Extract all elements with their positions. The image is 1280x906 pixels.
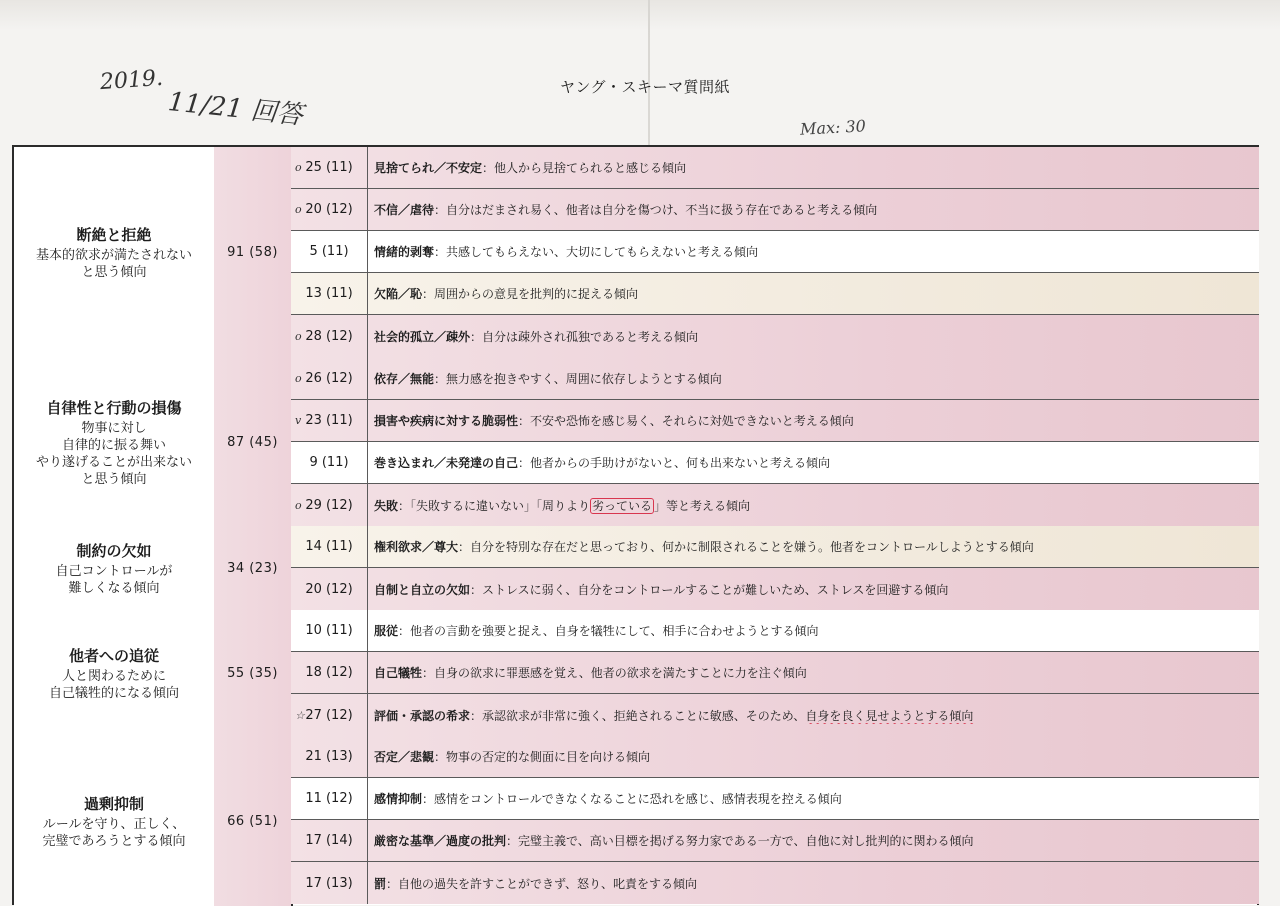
item-score [291, 862, 368, 904]
underlined-annotation: 自身を良く見せようとする傾向 [805, 708, 974, 723]
category-description: ルールを守り、正しく、 完璧であろうとする傾向 [42, 816, 186, 849]
schema-name: 欠陥／恥 [374, 287, 423, 301]
item-score [291, 315, 368, 358]
item-score-value: 20 (12) [305, 202, 353, 217]
item-score-value: 28 (12) [305, 329, 353, 344]
schema-text: ：他人から見捨てられると感じる傾向 [482, 161, 687, 175]
schema-name: 罰 [374, 876, 387, 891]
handwritten-mark: o [295, 161, 302, 174]
item-description [368, 664, 1259, 681]
item-description [368, 201, 1259, 218]
schema-item-row [291, 315, 1259, 358]
item-score [291, 147, 368, 188]
schema-name: 社会的孤立／疎外 [374, 330, 471, 344]
schema-item-row [291, 862, 1259, 904]
schema-text: ：承認欲求が非常に強く、拒絶されることに敏感、そのため、 [470, 708, 806, 723]
schema-text: ：周囲からの意見を批判的に捉える傾向 [422, 287, 639, 301]
schema-item-row [291, 189, 1259, 231]
handwritten-answer-note: 11/21 回答 [166, 87, 305, 131]
item-score [291, 189, 368, 230]
item-description [368, 159, 1259, 176]
schema-name: 自己犠牲 [374, 666, 423, 680]
schema-name: 権利欲求／尊大 [374, 540, 459, 554]
item-description [368, 707, 1259, 724]
schema-name: 評価・承認の希求 [374, 708, 471, 723]
item-score [291, 778, 368, 819]
schema-text: ：物事の否定的な側面に目を向ける傾向 [434, 750, 651, 764]
category-description: 人と関わるために 自己犠牲的になる傾向 [48, 668, 179, 701]
schema-name: 巻き込まれ／未発達の自己 [374, 456, 519, 470]
item-score [291, 610, 368, 651]
item-score-value: 5 (11) [309, 244, 349, 259]
category-total-score: 91 (58) [214, 147, 293, 358]
item-score-value: 26 (12) [305, 371, 353, 386]
handwritten-mark: o [295, 330, 302, 343]
schema-item-row [291, 820, 1259, 862]
item-description [368, 370, 1259, 387]
schema-text: ：自分はだまされ易く、他者は自分を傷つけ、不当に扱う存在であると考える傾向 [434, 203, 878, 217]
category-total-score: 87 (45) [214, 358, 293, 526]
schema-item-row [291, 526, 1259, 568]
schema-text-end: 」等と考える傾向 [654, 498, 751, 513]
schema-name: 否定／悲観 [374, 750, 435, 764]
schema-group [14, 147, 1259, 360]
item-description [368, 538, 1259, 555]
item-score [291, 358, 368, 399]
schema-text: ：感情をコントロールできなくなることに恐れを感じ、感情表現を控える傾向 [422, 792, 842, 806]
schema-item-row [291, 652, 1259, 694]
schema-text: ：自分は疎外され孤独であると考える傾向 [470, 330, 699, 344]
schema-group [14, 358, 1259, 528]
item-score [291, 652, 368, 693]
schema-item-row [291, 778, 1259, 820]
category-cell [14, 736, 216, 906]
schema-item-row [291, 694, 1259, 736]
category-total-score: 66 (51) [214, 736, 293, 906]
item-score [291, 484, 368, 526]
schema-item-row [291, 147, 1259, 189]
category-total-score: 34 (23) [214, 526, 293, 610]
schema-name: 失敗 [374, 498, 399, 513]
schema-group [14, 610, 1259, 738]
item-score-value: 9 (11) [309, 455, 349, 470]
schema-text: ：自分を特別な存在だと思っており、何かに制限されることを嫌う。他者をコントロールしようとする傾向 [458, 540, 1034, 554]
schema-text: ：自身の欲求に罪悪感を覚え、他者の欲求を満たすことに力を注ぐ傾向 [422, 666, 807, 680]
handwritten-date: 2019. [99, 65, 164, 96]
handwritten-max-note: Max: 30 [799, 116, 867, 139]
category-total-score: 55 (35) [214, 610, 293, 736]
schema-name: 厳密な基準／過度の批判 [374, 834, 507, 848]
handwritten-mark: v [295, 414, 302, 427]
schema-text: ：共感してもらえない、大切にしてもらえないと考える傾向 [434, 245, 759, 259]
item-score [291, 736, 368, 777]
item-description [368, 875, 1259, 892]
schema-item-row [291, 273, 1259, 315]
item-description [368, 285, 1259, 302]
item-score [291, 273, 368, 314]
schema-name: 依存／無能 [374, 372, 435, 386]
paper-top-shadow [0, 0, 1280, 30]
category-cell [14, 610, 216, 736]
schema-name: 服従 [374, 624, 399, 638]
schema-group [14, 526, 1259, 612]
item-score [291, 231, 368, 272]
category-description: 基本的欲求が満たされない と思う傾向 [35, 248, 192, 280]
item-score-value: 21 (13) [305, 749, 353, 764]
category-cell [14, 358, 216, 526]
schema-text: ：自他の過失を許すことができず、怒り、叱責をする傾向 [386, 876, 698, 891]
item-score-value: 13 (11) [305, 286, 353, 301]
item-score [291, 526, 368, 567]
item-score-value: 14 (11) [305, 539, 353, 554]
schema-name: 見捨てられ／不安定 [374, 161, 483, 175]
circled-annotation: 劣っている [592, 498, 653, 513]
schema-text: ：無力感を抱きやすく、周囲に依存しようとする傾向 [434, 372, 722, 386]
item-score [291, 820, 368, 861]
item-score-value: 23 (11) [305, 413, 353, 428]
schema-text: ：「失敗するに違いない」「周りより [398, 498, 591, 513]
schema-text: ：完璧主義で、高い目標を掲げる努力家である一方で、自他に対し批判的に関わる傾向 [506, 834, 974, 848]
category-title: 制約の欠如 [76, 541, 152, 560]
schema-item-row [291, 231, 1259, 273]
item-description [368, 581, 1259, 598]
item-score-value: 17 (14) [305, 833, 353, 848]
category-cell [14, 526, 216, 610]
schema-item-row [291, 400, 1259, 442]
item-score-value: 18 (12) [305, 665, 353, 680]
handwritten-mark: o [295, 372, 302, 385]
category-cell [14, 147, 216, 358]
schema-name: 損害や疾病に対する脆弱性 [374, 414, 519, 428]
schema-name: 感情抑制 [374, 792, 423, 806]
item-description [368, 454, 1259, 471]
schema-item-row [291, 358, 1259, 400]
category-description: 自己コントロールが 難しくなる傾向 [55, 563, 173, 596]
category-title: 自律性と行動の損傷 [46, 398, 182, 417]
item-description [368, 622, 1259, 639]
schema-item-row [291, 484, 1259, 526]
item-description [368, 243, 1259, 260]
schema-text: ：他者の言動を強要と捉え、自身を犠牲にして、相手に合わせようとする傾向 [398, 624, 819, 638]
item-score [291, 694, 368, 736]
schema-name: 自制と自立の欠如 [374, 582, 471, 597]
item-description [368, 748, 1259, 765]
schema-table [12, 145, 1259, 905]
item-description [368, 412, 1259, 429]
item-description [368, 328, 1259, 345]
document-title: ヤング・スキーマ質問紙 [559, 78, 731, 96]
item-score-value: 11 (12) [305, 791, 353, 806]
category-title: 他者への追従 [68, 646, 159, 665]
item-score-value: 17 (13) [305, 875, 353, 891]
schema-item-row [291, 442, 1259, 484]
schema-text: ：不安や恐怖を感じ易く、それらに対処できないと考える傾向 [518, 414, 854, 428]
schema-group [14, 736, 1259, 906]
category-title: 過剰抑制 [83, 794, 144, 813]
item-score [291, 442, 368, 483]
schema-text: ：ストレスに弱く、自分をコントロールすることが難しいため、ストレスを回避する傾向 [470, 582, 949, 597]
handwritten-mark: o [295, 498, 302, 512]
item-description [368, 832, 1259, 849]
item-score-value: 29 (12) [305, 497, 353, 513]
item-score-value: 20 (12) [305, 581, 353, 597]
item-score-value: 27 (12) [305, 707, 353, 723]
item-description [368, 790, 1259, 807]
category-title: 断絶と拒絶 [76, 226, 152, 244]
item-score [291, 400, 368, 441]
handwritten-mark: ☆ [295, 708, 305, 722]
item-description [368, 497, 1259, 514]
item-score-value: 25 (11) [305, 160, 353, 175]
schema-text: ：他者からの手助けがないと、何も出来ないと考える傾向 [518, 456, 831, 470]
schema-name: 情緒的剥奪 [374, 245, 435, 259]
item-score-value: 10 (11) [305, 623, 353, 638]
item-score [291, 568, 368, 610]
schema-item-row [291, 610, 1259, 652]
schema-item-row [291, 568, 1259, 610]
schema-name: 不信／虐待 [374, 203, 435, 217]
schema-item-row [291, 736, 1259, 778]
handwritten-mark: o [295, 203, 302, 216]
category-description: 物事に対し 自律的に振る舞い やり遂げることが出来ない と思う傾向 [35, 420, 192, 487]
